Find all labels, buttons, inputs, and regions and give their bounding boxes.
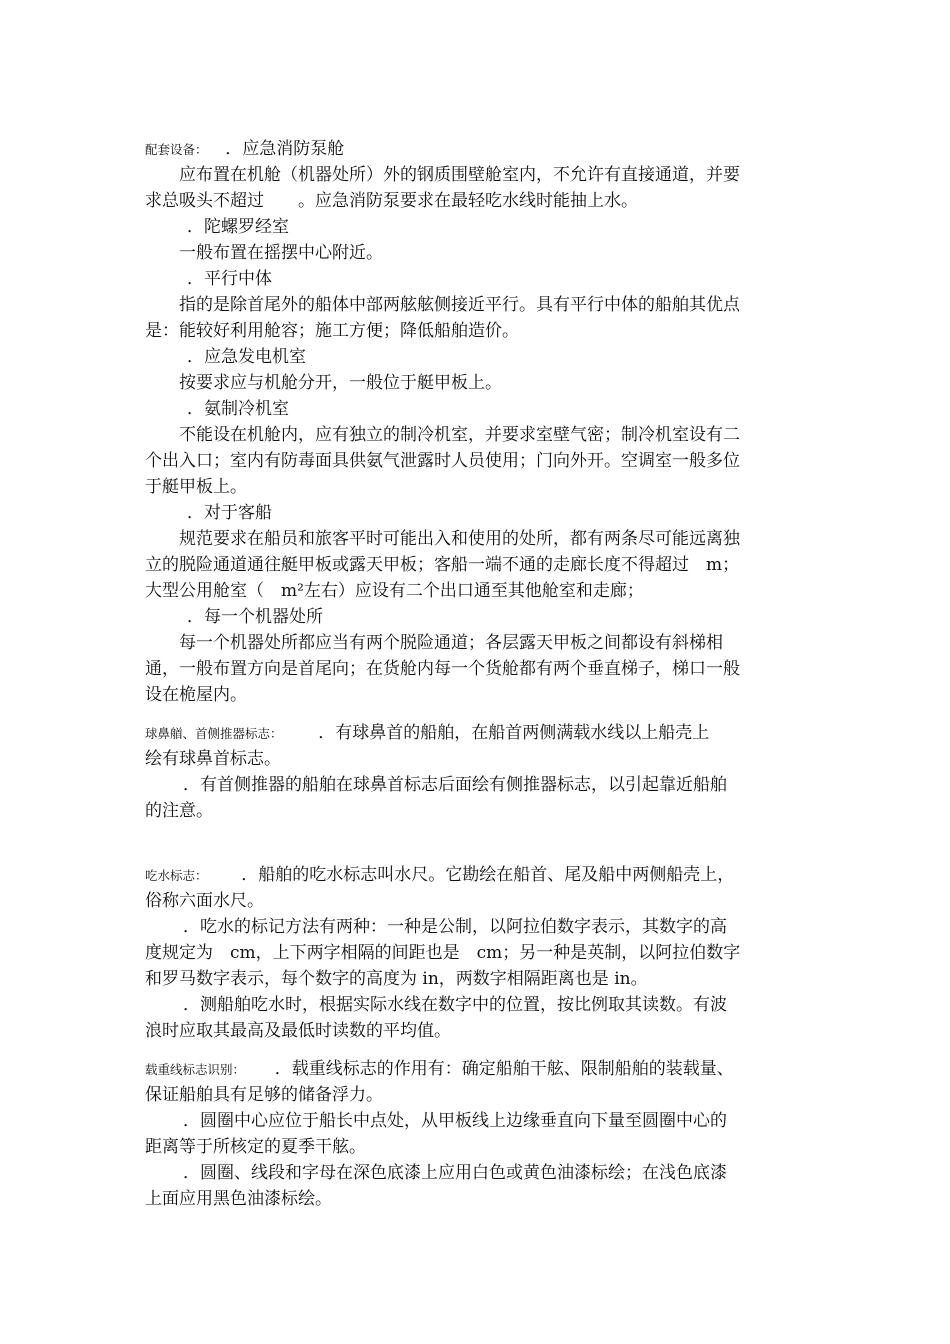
paragraph-line: ．测船舶吃水时，根据实际水线在数字中的位置，按比例取其读数。有波 [183,995,727,1015]
paragraph-line: 和罗马数字表示，每个数字的高度为 in，两数字相隔距离也是 in。 [145,969,648,989]
section-label: 吃水标志： [145,868,202,883]
section-load-line-marks [145,1056,810,1212]
section-label: 载重线标志识别： [145,1062,239,1077]
section-heading-line [145,1056,810,1082]
item-heading: ．平行中体 [187,269,272,289]
paragraph-line: ．有首侧推器的船舶在球鼻首标志后面绘有侧推器标志，以引起靠近船舶 [183,775,727,795]
paragraph-line: 度规定为 cm，上下两字相隔的间距也是 cm；另一种是英制，以阿拉伯数字 [145,943,741,963]
paragraph-line: ．圆圈中心应位于船长中点处，从甲板线上边缘垂直向下量至圆圈中心的 [183,1111,727,1131]
section-draft-marks [145,862,810,1044]
section-heading-line [145,720,810,746]
item-heading: ．应急发电机室 [187,347,306,367]
section-label: 球鼻艏、首侧推器标志： [145,726,277,741]
document-page [145,136,810,1212]
section-bulbous-bow-marks [145,720,810,824]
paragraph-line: 个出入口；室内有防毒面具供氨气泄露时人员使用；门向外开。空调室一般多位 [145,451,740,471]
section-heading-line [145,136,810,162]
section-spacer [145,824,810,862]
item-heading: ．陀螺罗经室 [187,217,289,237]
paragraph-line: 设在桅屋内。 [145,685,247,705]
section-supporting-equipment [145,136,810,708]
paragraph-line: 距离等于所核定的夏季干舷。 [145,1137,366,1157]
paragraph-line: 是：能较好利用舱容；施工方便；降低船舶造价。 [145,321,519,341]
paragraph-line: 于艇甲板上。 [145,477,247,497]
paragraph-line: 绘有球鼻首标志。 [145,749,281,769]
paragraph-line: 指的是除首尾外的船体中部两舷舷侧接近平行。具有平行中体的船舶其优点 [179,295,740,315]
paragraph-line: 应布置在机舱（机器处所）外的钢质围壁舱室内，不允许有直接通道，并要 [179,165,740,185]
paragraph-line: ．吃水的标记方法有两种：一种是公制，以阿拉伯数字表示，其数字的高 [183,917,727,937]
item-heading: ．每一个机器处所 [187,607,323,627]
section-label: 配套设备： [145,142,202,157]
item-heading: ．应急消防泵舱 [225,139,345,159]
paragraph-line: 通，一般布置方向是首尾向；在货舱内每一个货舱都有两个垂直梯子，梯口一般 [145,659,740,679]
paragraph-line: 大型公用舱室（ m²左右）应设有二个出口通至其他舱室和走廊； [145,581,644,601]
paragraph-line: 求总吸头不超过 。应急消防泵要求在最轻吃水线时能抽上水。 [145,191,638,211]
section-spacer [145,708,810,720]
paragraph-line: ．圆圈、线段和字母在深色底漆上应用白色或黄色油漆标绘；在浅色底漆 [183,1163,727,1183]
paragraph-line: 保证船舶具有足够的储备浮力。 [145,1085,383,1105]
item-heading: ．氨制冷机室 [187,399,289,419]
item-heading: ．对于客船 [187,503,272,523]
paragraph-line: 一般布置在摇摆中心附近。 [179,243,383,263]
paragraph-line: 不能设在机舱内，应有独立的制冷机室，并要求室壁气密；制冷机室设有二 [179,425,740,445]
paragraph-line: ．载重线标志的作用有：确定船舶干舷、限制船舶的装载量、 [274,1059,734,1079]
paragraph-line: 按要求应与机舱分开，一般位于艇甲板上。 [179,373,502,393]
paragraph-line: ．有球鼻首的船舶，在船首两侧满载水线以上船壳上 [318,723,710,743]
paragraph-line: 每一个机器处所都应当有两个脱险通道；各层露天甲板之间都设有斜梯相 [179,633,723,653]
section-heading-line [145,862,810,888]
paragraph-line: 的注意。 [145,801,213,821]
section-spacer [145,1044,810,1056]
paragraph-line: 俗称六面水尺。 [145,891,264,911]
paragraph-line: ．船舶的吃水标志叫水尺。它勘绘在船首、尾及船中两侧船壳上， [241,865,735,885]
paragraph-line: 规范要求在船员和旅客平时可能出入和使用的处所，都有两条尽可能远离独 [179,529,740,549]
paragraph-line: 立的脱险通道通往艇甲板或露天甲板；客船一端不通的走廊长度不得超过 m； [145,555,740,575]
paragraph-line: 上面应用黑色油漆标绘。 [145,1189,332,1209]
paragraph-line: 浪时应取其最高及最低时读数的平均值。 [145,1021,451,1041]
